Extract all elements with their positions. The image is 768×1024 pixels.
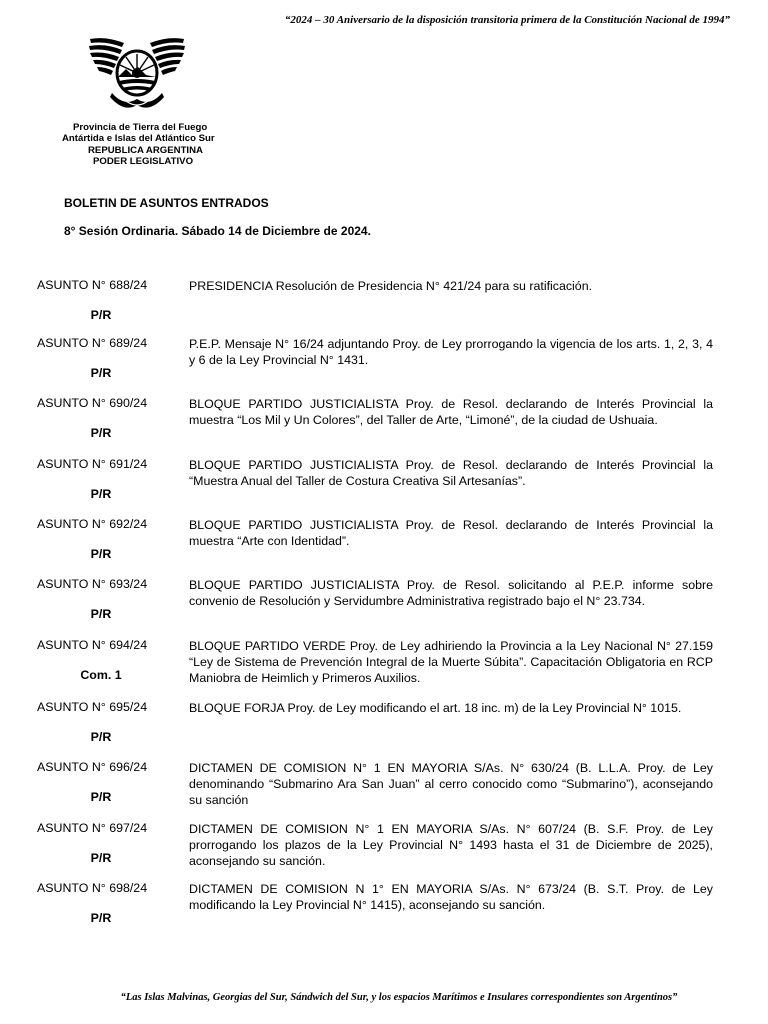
item-text: P.E.P. Mensaje N° 16/24 adjuntando Proy. de Ley prorrogando la vigencia de los arts. 1, 2, 3, 4 y 6 de la Ley Provincial N° 1431. — [189, 337, 713, 367]
item-text: BLOQUE PARTIDO JUSTICIALISTA Proy. de Resol. declarando de Interés Provincial la muestra “Arte con Identidad”. — [189, 518, 713, 548]
item-number: ASUNTO N° 698/24 — [37, 881, 148, 895]
item-text: BLOQUE FORJA Proy. de Ley modificando el art. 18 inc. m) de la Ley Provincial N° 1015. — [189, 701, 682, 715]
province-header — [62, 122, 232, 168]
province-line-1: Provincia de Tierra del Fuego — [73, 122, 208, 133]
item-tag: P/R — [90, 366, 112, 380]
footer-motto: “Las Islas Malvinas, Georgias del Sur, Sándwich del Sur, y los espacios Marítimos e Insulares correspondientes son Argentinos” — [120, 992, 678, 1003]
items-list — [37, 278, 713, 941]
province-line-3: REPUBLICA ARGENTINA — [88, 144, 203, 156]
item-text: BLOQUE PARTIDO JUSTICIALISTA Proy. de Resol. declarando de Interés Provincial la “Muestra Anual del Taller de Costura Creativa Sil Artesanías”. — [189, 458, 713, 488]
item-number: ASUNTO N° 693/24 — [37, 577, 148, 591]
header-motto: “2024 – 30 Aniversario de la disposición transitoria primera de la Constitución Nacional de 1994” — [284, 14, 730, 26]
item-tag: P/R — [90, 911, 112, 925]
item-tag: P/R — [90, 426, 112, 440]
list-item — [37, 577, 713, 638]
province-line-4: PODER LEGISLATIVO — [93, 156, 194, 168]
item-number: ASUNTO N° 692/24 — [37, 517, 148, 531]
list-item — [37, 760, 713, 821]
item-number: ASUNTO N° 690/24 — [37, 396, 148, 410]
item-text: DICTAMEN DE COMISION N 1° EN MAYORIA S/As. N° 673/24 (B. S.T. Proy. de Ley modificando la Ley Provincial N° 1415), aconsejando su sanción. — [189, 882, 713, 912]
province-line-2: Antártida e Islas del Atlántico Sur — [62, 133, 215, 145]
item-text: DICTAMEN DE COMISION N° 1 EN MAYORIA S/As. N° 630/24 (B. L.L.A. Proy. de Ley denominando “Submarino Ara San Juan” al cerro conocido como “Submarino”), aconsejando su sanción — [189, 761, 713, 807]
item-tag: P/R — [90, 547, 112, 561]
list-item — [37, 821, 713, 881]
item-number: ASUNTO N° 689/24 — [37, 336, 148, 350]
item-tag: P/R — [90, 607, 112, 621]
list-item — [37, 278, 713, 336]
item-number: ASUNTO N° 697/24 — [37, 821, 148, 835]
item-text: BLOQUE PARTIDO VERDE Proy. de Ley adhiriendo la Provincia a la Ley Nacional N° 27.159 “Ley de Sistema de Prevención Integral de la Muerte Súbita”. Capacitación Obligatoria en RCP Maniobra de Heimlich y Primeros Auxilios. — [189, 639, 713, 685]
list-item — [37, 638, 713, 700]
item-number: ASUNTO N° 688/24 — [37, 278, 148, 292]
list-item — [37, 517, 713, 577]
item-tag: P/R — [90, 308, 112, 322]
item-tag: P/R — [90, 487, 112, 501]
list-item — [37, 700, 713, 760]
item-tag: P/R — [90, 790, 112, 804]
list-item — [37, 881, 713, 941]
session-info: 8° Sesión Ordinaria. Sábado 14 de Diciembre de 2024. — [64, 224, 371, 238]
list-item — [37, 396, 713, 457]
item-number: ASUNTO N° 695/24 — [37, 700, 148, 714]
item-text: BLOQUE PARTIDO JUSTICIALISTA Proy. de Resol. declarando de Interés Provincial la muestra “Los Mil y Un Colores”, del Taller de Arte, “Limoné”, de la ciudad de Ushuaia. — [189, 397, 713, 427]
item-number: ASUNTO N° 694/24 — [37, 638, 148, 652]
bulletin-title: BOLETIN DE ASUNTOS ENTRADOS — [64, 196, 269, 210]
list-item — [37, 336, 713, 396]
item-tag: P/R — [90, 851, 112, 865]
item-number: ASUNTO N° 696/24 — [37, 760, 148, 774]
item-number: ASUNTO N° 691/24 — [37, 457, 148, 471]
provincial-emblem-icon — [86, 33, 188, 113]
item-tag: P/R — [90, 730, 112, 744]
item-text: DICTAMEN DE COMISION N° 1 EN MAYORIA S/As. N° 607/24 (B. S.F. Proy. de Ley prorrogando los plazos de la Ley Provincial N° 1493 hasta el 31 de Diciembre de 2025), aconsejando su sanción. — [189, 822, 713, 868]
item-text: PRESIDENCIA Resolución de Presidencia N° 421/24 para su ratificación. — [189, 279, 593, 293]
item-tag: Com. 1 — [80, 668, 122, 682]
list-item — [37, 457, 713, 517]
item-text: BLOQUE PARTIDO JUSTICIALISTA Proy. de Resol. solicitando al P.E.P. informe sobre convenio de Resolución y Servidumbre Administrativa registrado bajo el N° 23.734. — [189, 578, 713, 608]
